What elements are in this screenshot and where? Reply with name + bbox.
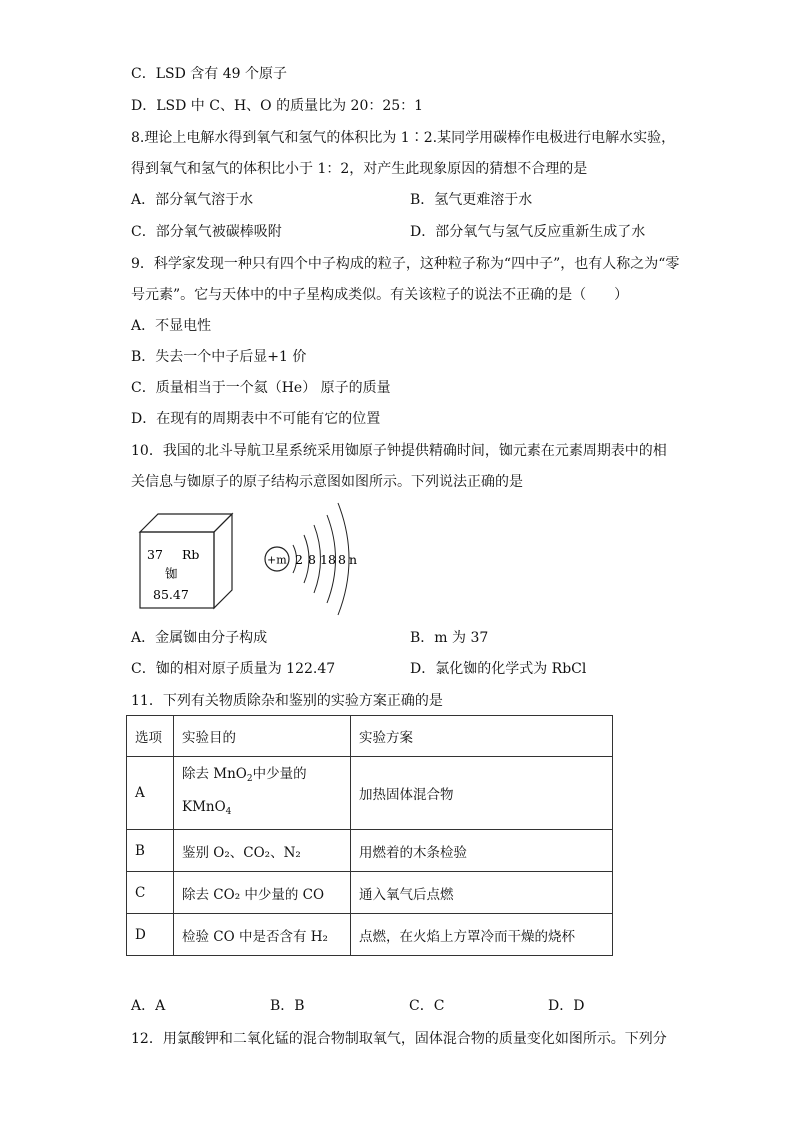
- element-name: 铷: [165, 566, 178, 581]
- row-goal: 检验 CO 中是否含有 H₂: [174, 914, 351, 956]
- table-row: [127, 872, 613, 914]
- table-row: [127, 914, 613, 956]
- q8-stem-line2: 得到氧气和氢气的体积比小于 1：2，对产生此现象原因的猜想不合理的是: [131, 161, 588, 177]
- q10-stem-line2: 关信息与铷原子的原子结构示意图如图所示。下列说法正确的是: [131, 474, 523, 490]
- q11-stem: 11．下列有关物质除杂和鉴别的实验方案正确的是: [131, 693, 443, 709]
- row-option: B: [127, 830, 174, 872]
- q7-option-c: C．LSD 含有 49 个原子: [131, 66, 287, 82]
- q9-option-c: C．质量相当于一个氦（He） 原子的质量: [131, 380, 391, 396]
- shell-2-electrons: 8: [308, 552, 316, 567]
- table-row: [127, 830, 613, 872]
- q12-stem-line1: 12．用氯酸钾和二氧化锰的混合物制取氧气，固体混合物的质量变化如图所示。下列分: [131, 1031, 667, 1047]
- table-header-plan: 实验方案: [351, 716, 613, 757]
- element-atomic-number: 37: [147, 547, 163, 562]
- table-row: [127, 757, 613, 830]
- table-header-option: 选项: [127, 716, 174, 757]
- q10-stem-line1: 10．我国的北斗导航卫星系统采用铷原子钟提供精确时间，铷元素在元素周期表中的相: [131, 443, 667, 459]
- row-goal: 除去 MnO$_2$中少量的 KMnO$_4$: [174, 757, 351, 830]
- q8-option-c: C．部分氧气被碳棒吸附: [131, 224, 282, 240]
- table-header-row: [127, 716, 613, 757]
- q8-option-a: A．部分氧气溶于水: [131, 192, 254, 208]
- row-goal: 鉴别 O₂、CO₂、N₂: [174, 830, 351, 872]
- q9-option-b: B．失去一个中子后显+1 价: [131, 349, 307, 365]
- row-plan: 点燃，在火焰上方罩冷而干燥的烧杯: [351, 914, 613, 956]
- row-option: A: [127, 757, 174, 830]
- shell-3-electrons: 18: [320, 552, 336, 567]
- q9-stem-line1: 9．科学家发现一种只有四个中子构成的粒子，这种粒子称为“四中子”，也有人称之为“零: [131, 256, 680, 272]
- shell-5-electrons: n: [349, 552, 358, 567]
- q9-option-d: D．在现有的周期表中不可能有它的位置: [131, 411, 381, 427]
- q8-option-b: B．氢气更难溶于水: [410, 192, 533, 208]
- row-goal: 除去 CO₂ 中少量的 CO: [174, 872, 351, 914]
- q7-option-d: D．LSD 中 C、H、O 的质量比为 20：25：1: [131, 98, 424, 114]
- q11-answer-b: B．B: [270, 998, 305, 1014]
- q10-option-c: C．铷的相对原子质量为 122.47: [131, 661, 336, 677]
- element-atomic-mass: 85.47: [153, 587, 189, 602]
- q11-answer-d: D．D: [548, 998, 585, 1014]
- q8-stem-line1: 8.理论上电解水得到氧气和氢气的体积比为 1∶2.某同学用碳棒作电极进行电解水实验，: [131, 130, 676, 146]
- q9-option-a: A．不显电性: [131, 318, 212, 334]
- atomic-structure-diagram: [262, 495, 372, 625]
- table-header-goal: 实验目的: [174, 716, 351, 757]
- element-symbol: Rb: [182, 547, 200, 562]
- shell-1-electrons: 2: [295, 552, 303, 567]
- shell-4-electrons: 8: [338, 552, 346, 567]
- q9-stem-line2: 号元素”。它与天体中的中子星构成类似。有关该粒子的说法不正确的是（ ）: [131, 287, 629, 303]
- row-option: C: [127, 872, 174, 914]
- q10-option-a: A．金属铷由分子构成: [131, 630, 268, 646]
- row-plan: 通入氧气后点燃: [351, 872, 613, 914]
- row-option: D: [127, 914, 174, 956]
- q8-option-d: D．部分氧气与氢气反应重新生成了水: [410, 224, 646, 240]
- q11-answer-a: A．A: [131, 998, 166, 1014]
- row-plan: 用燃着的木条检验: [351, 830, 613, 872]
- periodic-table-cell: [136, 510, 236, 610]
- experiment-table: [126, 715, 613, 956]
- nucleus-charge: +m: [267, 553, 287, 567]
- row-plan: 加热固体混合物: [351, 757, 613, 830]
- q10-option-b: B．m 为 37: [410, 630, 489, 646]
- q11-answer-c: C．C: [409, 998, 445, 1014]
- q10-option-d: D．氯化铷的化学式为 RbCl: [410, 661, 587, 677]
